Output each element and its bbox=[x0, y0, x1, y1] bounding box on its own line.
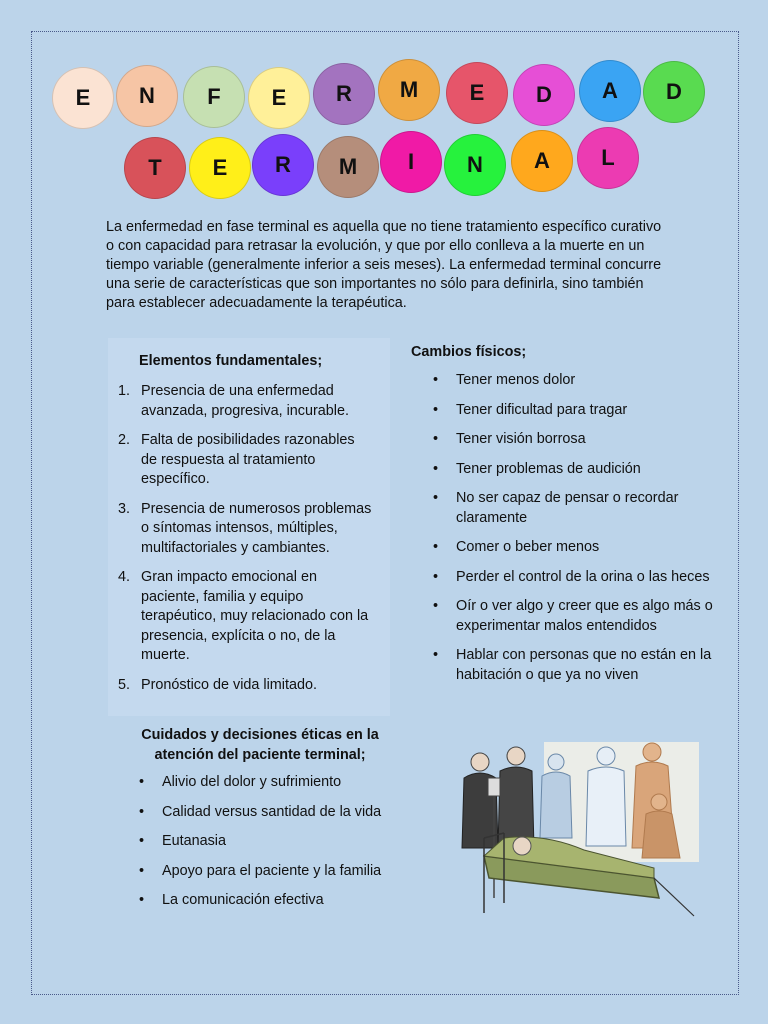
title-letter-circle bbox=[52, 67, 114, 129]
title-letter: E bbox=[212, 155, 228, 180]
list-item: 1. Presencia de una enfermedad avanzada, progresiva, incurable. bbox=[118, 383, 349, 419]
title-letter-circle bbox=[124, 137, 186, 199]
list-item: • Perder el control de la orina o las heces bbox=[433, 568, 710, 585]
title-letter: N bbox=[139, 83, 155, 108]
list-item: • Hablar con personas que no están en la habitación o que ya no viven bbox=[433, 647, 712, 683]
list-item: • Tener visión borrosa bbox=[433, 431, 586, 447]
title-letter: A bbox=[602, 78, 618, 103]
title-letter-circle bbox=[577, 127, 639, 189]
list-item: 4. Gran impacto emocional en paciente, familia y equipo terapéutico, muy relacionado con la presencia, explícita o no, de la muerte. bbox=[118, 569, 369, 663]
intro-paragraph: La enfermedad en fase terminal es aquella que no tiene tratamiento específico curativo o con capacidad para retrasar la evolución, y que por ello conlleva a la muerte en un tiempo variable (generalmente inferior a seis meses). La enfermedad terminal concurre una serie de características que son importantes no sólo para definirla, sino también para establecer adecuadamente la terapéutica. bbox=[106, 219, 662, 311]
list-item: • No ser capaz de pensar o recordar claramente bbox=[433, 490, 679, 526]
list-item: • Calidad versus santidad de la vida bbox=[139, 803, 382, 820]
title-letter: D bbox=[536, 82, 552, 107]
title-letter-circle bbox=[183, 66, 245, 128]
title-letter-circle bbox=[579, 60, 641, 122]
list-item: 3. Presencia de numerosos problemas o síntomas intensos, múltiples, multifactoriales y cambiantes. bbox=[118, 500, 372, 556]
title-letter: E bbox=[469, 80, 485, 105]
list-item: 2. Falta de posibilidades razonables de respuesta al tratamiento específico. bbox=[118, 432, 355, 487]
title-letter: M bbox=[338, 154, 358, 179]
title-letter: R bbox=[275, 152, 291, 177]
cambios-heading: Cambios físicos; bbox=[411, 344, 527, 360]
title-letter: T bbox=[148, 155, 162, 180]
title-letter-circle bbox=[643, 61, 705, 123]
list-item: • Apoyo para el paciente y la familia bbox=[139, 862, 382, 879]
elementos-heading: Elementos fundamentales; bbox=[139, 353, 323, 369]
title-letter-circle bbox=[313, 63, 375, 125]
priest-figure-left bbox=[462, 753, 498, 848]
title-letter-circle bbox=[116, 65, 178, 127]
title-letter-circle bbox=[513, 64, 575, 126]
title-letter: F bbox=[207, 84, 221, 109]
title-letter: A bbox=[534, 148, 550, 173]
cuidados-list bbox=[136, 773, 406, 921]
hospital-bed-illustration bbox=[454, 738, 704, 918]
list-item: • La comunicación efectiva bbox=[139, 892, 324, 908]
title-letter-circle bbox=[317, 136, 379, 198]
title-letter: E bbox=[271, 85, 287, 110]
cambios-list bbox=[430, 371, 720, 695]
list-item: • Comer o beber menos bbox=[433, 539, 600, 555]
title-letter: I bbox=[407, 149, 415, 174]
title-letter-circle bbox=[248, 67, 310, 129]
title-letter-circle bbox=[446, 62, 508, 124]
list-item: • Eutanasia bbox=[139, 833, 227, 849]
title-letter-circle bbox=[252, 134, 314, 196]
list-item: • Alivio del dolor y sufrimiento bbox=[139, 774, 342, 790]
list-item: • Tener menos dolor bbox=[433, 372, 576, 388]
title-letter: N bbox=[467, 152, 483, 177]
list-item: • Tener dificultad para tragar bbox=[433, 401, 628, 418]
title-letter-circle bbox=[380, 131, 442, 193]
title-letter: D bbox=[666, 79, 682, 104]
title-letter-circle bbox=[378, 59, 440, 121]
list-item: • Oír o ver algo y creer que es algo más o experimentar malos entendidos bbox=[433, 598, 713, 634]
list-item: • Tener problemas de audición bbox=[433, 460, 641, 477]
list-item: 5. Pronóstico de vida limitado. bbox=[118, 676, 317, 693]
title-letter-circle bbox=[189, 137, 251, 199]
title-letter-circle bbox=[511, 130, 573, 192]
cuidados-heading: Cuidados y decisiones éticas en la atención del paciente terminal; bbox=[141, 727, 379, 763]
title-letter: R bbox=[336, 81, 352, 106]
elementos-list bbox=[112, 382, 372, 705]
title-letter-circle bbox=[444, 134, 506, 196]
title-letter: E bbox=[75, 85, 91, 110]
title-letter: L bbox=[601, 145, 615, 170]
title-letter: M bbox=[399, 77, 419, 102]
